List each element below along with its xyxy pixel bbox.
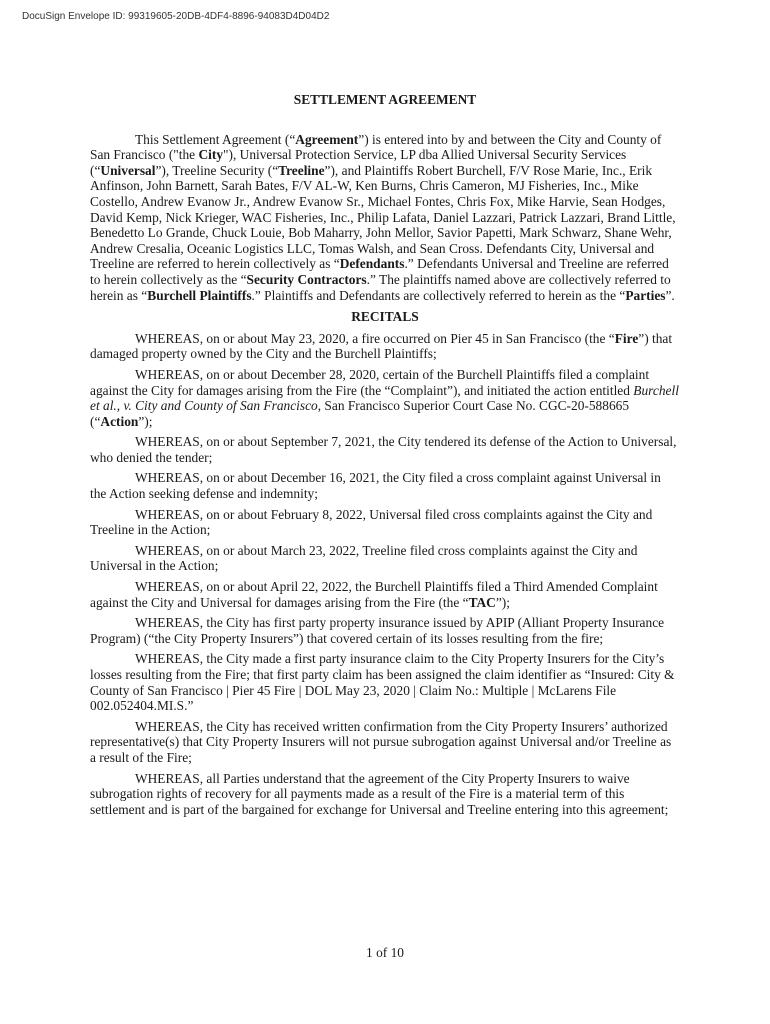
text-run: WHEREAS, all Parties understand that the agreement of the City Property Insurers to waive subrogation rights of recovery for all payments made as a result of the Fire is a material term of this settlement and is part of the bargained for exchange for Universal and Treeline entering into this agreement; [90,770,669,817]
recital-paragraph [90,579,680,610]
text-run: ”); [138,413,153,429]
italic-case-name: Burchell et al., v. City and County of San Francisco [90,382,679,414]
text-run: WHEREAS, on or about September 7, 2021, the City tendered its defense of the Action to Universal, who denied the tender; [90,434,677,465]
recital-paragraph [90,331,680,362]
docusign-envelope-id: DocuSign Envelope ID: 99319605-20DB-4DF4-8896-94083D4D04D2 [22,11,330,22]
bold-term: Fire [614,330,639,346]
bold-term: Treeline [278,162,325,178]
text-run: .” The plaintiffs named above are collectively referred to herein as “ [90,271,671,303]
text-run: WHEREAS, on or about February 8, 2022, Universal filed cross complaints against the City and Treeline in the Action; [90,506,653,538]
text-run: "), Universal Protection Service, LP dba Allied Universal Security Services (“ [90,147,627,178]
text-run: ”. [665,287,675,303]
text-run: WHEREAS, on or about May 23, 2020, a fire occurred on Pier 45 in San Francisco (the “ [135,330,615,346]
bold-term: Parties [625,287,666,303]
intro-paragraph [90,132,680,304]
text-run: .” Plaintiffs and Defendants are collectively referred to herein as the “ [251,287,626,303]
text-run: .” Defendants Universal and Treeline are referred to herein collectively as the “ [90,256,669,287]
document-title: SETTLEMENT AGREEMENT [293,92,477,107]
bold-term: Defendants [339,256,405,272]
recital-paragraph [90,719,680,766]
recital-paragraph [90,470,680,501]
recital-paragraph [90,615,680,646]
recital-paragraph [90,434,680,465]
text-run: This Settlement Agreement (“ [135,131,296,147]
recital-paragraph [90,543,680,574]
text-run: WHEREAS, on or about December 28, 2020, certain of the Burchell Plaintiffs filed a complaint against the City for damages arising from the Fire (the “Complaint”), and initiated the action entitled [90,366,650,398]
bold-term: Security Contractors [246,271,367,287]
text-run: WHEREAS, the City made a first party insurance claim to the City Property Insurers for the City’s losses resulting from the Fire; that first party claim has been assigned the claim identifier as “Insured: City & County of San Francisco | Pier 45 Fire | DOL May 23, 2020 | Claim No.: Multiple | McLarens File 002.052404.MI.S.” [90,651,675,714]
text-run: ”), and Plaintiffs Robert Burchell, F/V Rose Marie, Inc., Erik Anfinson, John Barnett, Sarah Bates, F/V AL-W, Ken Burns, Chris Cameron, MJ Fisheries, Inc., Mike Costello, Andrew Evanow Jr., Andrew Evanow Sr., Michael Fontes, Chris Fox, Mike Harvie, Sean Hodges, David Kemp, Nick Krieger, WAC Fisheries, Inc., Philip Lafata, Daniel Lazzari, Patrick Lazzari, Brand Little, Benedetto Lo Grande, Chuck Louie, Bob Maharry, John Mellor, Savior Papetti, Mark Schwarz, Shane Wehr, Andrew Cresalia, Oceanic Logistics LLC, Tomas Walsh, and Sean Cross. Defendants City, Universal and Treeline are referred to herein collectively as “ [90,162,676,272]
text-run: ”) is entered into by and between the City and County of San Francisco ("the [90,131,662,163]
bold-term: Agreement [295,131,359,147]
text-run: WHEREAS, the City has first party property insurance issued by APIP (Alliant Property Insurance Program) (“the City Property Insurers”) that covered certain of its losses resulting from the fire; [90,615,665,646]
text-run: ”); [495,594,510,610]
recital-paragraph [90,507,680,538]
bold-term: Universal [100,162,156,178]
recital-paragraph [90,651,680,713]
bold-term: Burchell Plaintiffs [147,287,252,303]
page-number: 1 of 10 [366,945,404,960]
recital-paragraph [90,771,680,818]
bold-term: Action [100,413,139,429]
text-run: , San Francisco Superior Court Case No. CGC-20-588665 (“ [90,398,630,429]
text-run: ”), Treeline Security (“ [155,162,279,178]
text-run: WHEREAS, on or about December 16, 2021, the City filed a cross complaint against Universal in the Action seeking defense and indemnity; [90,470,661,502]
text-run: WHEREAS, on or about April 22, 2022, the Burchell Plaintiffs filed a Third Amended Complaint against the City and Universal for damages arising from the Fire (the “ [90,579,658,610]
recital-paragraph [90,367,680,429]
recitals-heading: RECITALS [351,309,419,325]
bold-term: City [198,147,224,163]
text-run: ”) that damaged property owned by the City and the Burchell Plaintiffs; [90,330,673,362]
document-body [90,92,680,822]
text-run: WHEREAS, on or about March 23, 2022, Treeline filed cross complaints against the City and Universal in the Action; [90,542,638,574]
recitals-list [90,331,680,818]
bold-term: TAC [468,594,496,610]
text-run: WHEREAS, the City has received written confirmation from the City Property Insurers’ authorized representative(s) that City Property Insurers will not pursue subrogation against Universal and/or Treeline as a result of the Fire; [90,718,672,765]
